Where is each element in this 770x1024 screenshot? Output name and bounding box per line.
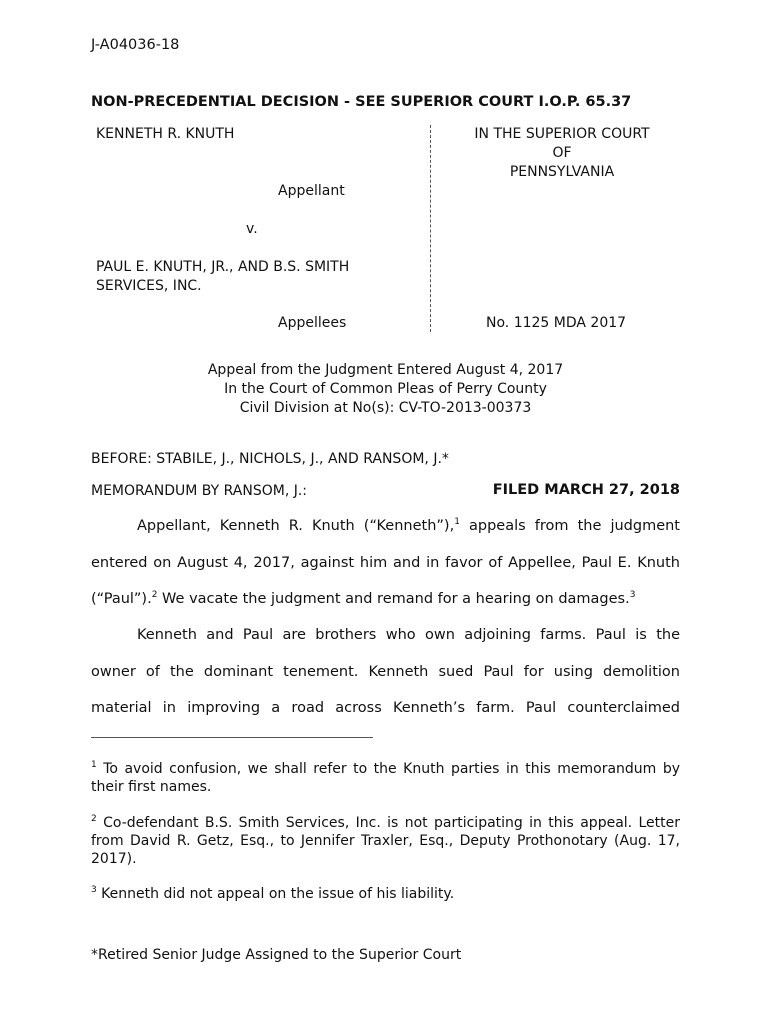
body-p2-line3: material in improving a road across Kenneth’s farm. Paul counterclaimed	[91, 700, 680, 716]
appellees-line2: SERVICES, INC.	[96, 278, 202, 294]
body-p1-line2: entered on August 4, 2017, against him and in favor of Appellee, Paul E. Knuth	[91, 555, 680, 571]
court-line1: IN THE SUPERIOR COURT	[474, 126, 650, 142]
appellant-name: KENNETH R. KNUTH	[96, 126, 235, 142]
caption-divider	[430, 125, 431, 332]
filed-date: FILED MARCH 27, 2018	[492, 482, 680, 498]
footnote-3-number: 3	[91, 885, 97, 895]
court-line3: PENNSYLVANIA	[509, 164, 615, 180]
body-p2-line1: Kenneth and Paul are brothers who own adjoining farms. Paul is the	[137, 627, 680, 643]
appellees-line1: PAUL E. KNUTH, JR., AND B.S. SMITH	[96, 259, 350, 275]
appeal-line2: In the Court of Common Pleas of Perry County	[224, 381, 547, 397]
docket-id: J-A04036-18	[91, 37, 180, 53]
body-p1-line3: (“Paul”).$^2$ We vacate the judgment and remand for a hearing on damages.$^3$	[91, 590, 636, 607]
retired-judge-note: *Retired Senior Judge Assigned to the Superior Court	[91, 947, 462, 963]
case-number: No. 1125 MDA 2017	[486, 315, 627, 331]
appeal-line1: Appeal from the Judgment Entered August 4, 2017	[207, 362, 564, 378]
memorandum-by: MEMORANDUM BY RANSOM, J.:	[91, 483, 308, 499]
footnote-2: $^2$ Co-defendant B.S. Smith Services, Inc. is not participating in this appeal. Letter from David R. Getz, Esq., to Jennifer Traxler, Esq., Deputy Prothonotary (Aug. 17, 2017).	[91, 814, 680, 867]
footnote-2-number: 2	[91, 814, 97, 824]
before-line: BEFORE: STABILE, J., NICHOLS, J., AND RANSOM, J.*	[91, 451, 449, 467]
footnote-rule	[91, 737, 373, 738]
versus: v.	[246, 221, 258, 237]
appeal-line3: Civil Division at No(s): CV-TO-2013-00373	[239, 400, 532, 416]
appellant-role: Appellant	[278, 183, 345, 199]
footnote-ref-1[interactable]: 1	[454, 517, 460, 527]
decision-heading: NON-PRECEDENTIAL DECISION - SEE SUPERIOR COURT I.O.P. 65.37	[91, 94, 632, 110]
footnote-ref-2[interactable]: 2	[151, 590, 158, 600]
footnote-1: $^1$ To avoid confusion, we shall refer to the Knuth parties in this memorandum by their first names.	[91, 760, 680, 795]
body-p1-line1: Appellant, Kenneth R. Knuth (“Kenneth”),$^1$ appeals from the judgment	[137, 517, 680, 534]
body-p2-line2: owner of the dominant tenement. Kenneth sued Paul for using demolition	[91, 664, 680, 680]
footnote-3: $^3$ Kenneth did not appeal on the issue of his liability.	[91, 885, 455, 902]
appellees-role: Appellees	[278, 315, 347, 331]
footnote-1-number: 1	[91, 760, 97, 770]
court-line2: OF	[552, 145, 572, 161]
footnote-ref-3[interactable]: 3	[629, 590, 636, 600]
